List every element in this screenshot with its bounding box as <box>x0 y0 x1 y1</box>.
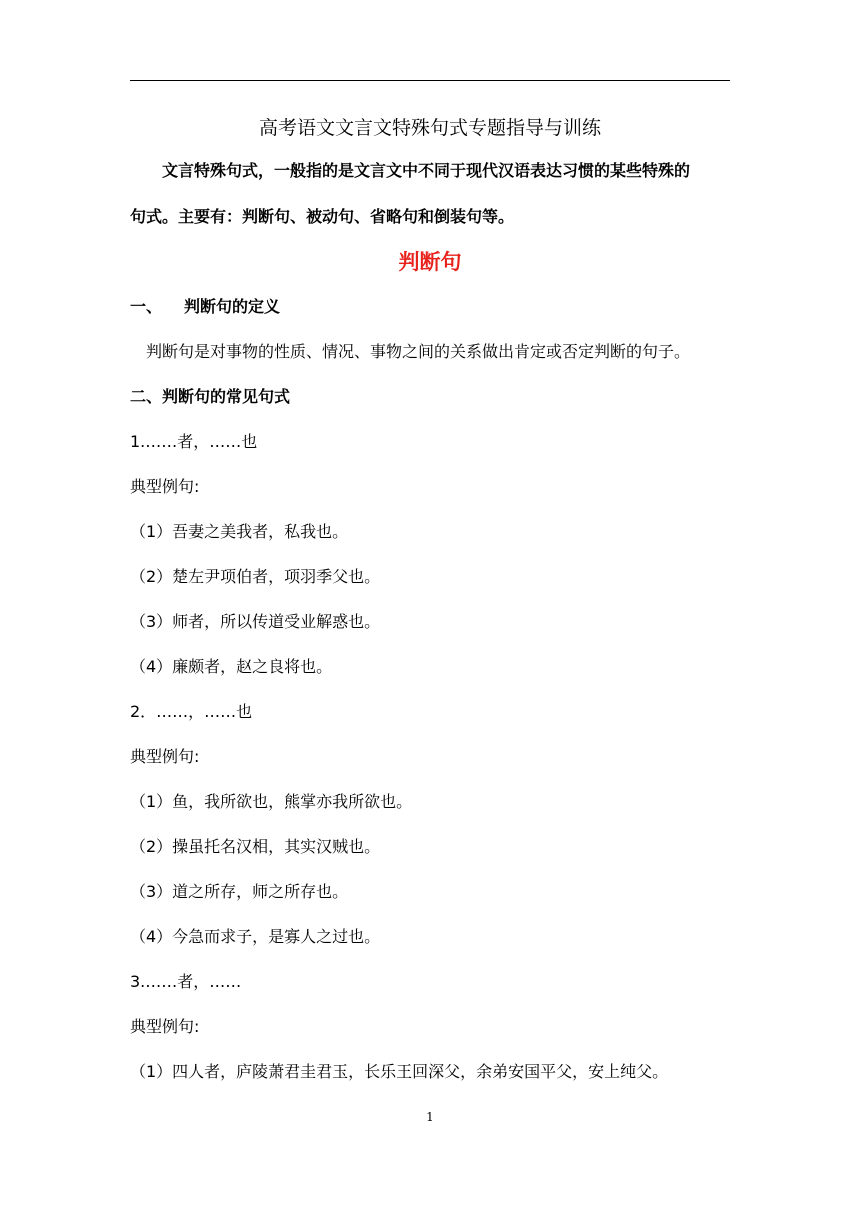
pattern-label: 3.……者，…… <box>130 972 242 991</box>
definition-text: 判断句是对事物的性质、情况、事物之间的关系做出肯定或否定判断的句子。 <box>146 342 691 361</box>
example-sentence: （4）今急而求子，是寡人之过也。 <box>130 927 381 946</box>
example-sentence: （4）廉颇者，赵之良将也。 <box>130 657 333 676</box>
intro-paragraph-line-1: 文言特殊句式，一般指的是文言文中不同于现代汉语表达习惯的某些特殊的 <box>162 161 691 180</box>
heading-definition-number: 一、 <box>130 297 163 316</box>
page-number: 1 <box>426 1110 434 1124</box>
section-title: 判断句 <box>398 250 462 274</box>
example-sentence: （2）操虽托名汉相，其实汉贼也。 <box>130 837 381 856</box>
example-sentence: （1）鱼，我所欲也，熊掌亦我所欲也。 <box>130 792 413 811</box>
heading-definition <box>130 297 280 317</box>
pattern-label: 1.……者，……也 <box>130 432 258 451</box>
document-title: 高考语文文言文特殊句式专题指导与训练 <box>258 117 601 139</box>
example-sentence: （3）师者，所以传道受业解惑也。 <box>130 612 381 631</box>
example-sentence: （2）楚左尹项伯者，项羽季父也。 <box>130 567 381 586</box>
example-sentence: （1）四人者，庐陵萧君圭君玉，长乐王回深父，余弟安国平父，安上纯父。 <box>130 1062 669 1081</box>
example-label: 典型例句: <box>130 1017 200 1036</box>
example-sentence: （3）道之所存，师之所存也。 <box>130 882 349 901</box>
pattern-label: 2．……，……也 <box>130 702 253 721</box>
header-rule <box>130 80 730 81</box>
example-label: 典型例句: <box>130 747 200 766</box>
heading-definition-text: 判断句的定义 <box>184 297 281 316</box>
example-label: 典型例句: <box>130 477 200 496</box>
intro-paragraph-line-2: 句式。主要有：判断句、被动句、省略句和倒装句等。 <box>130 207 515 226</box>
example-sentence: （1）吾妻之美我者，私我也。 <box>130 522 349 541</box>
heading-common-patterns: 二、判断句的常见句式 <box>130 387 291 406</box>
